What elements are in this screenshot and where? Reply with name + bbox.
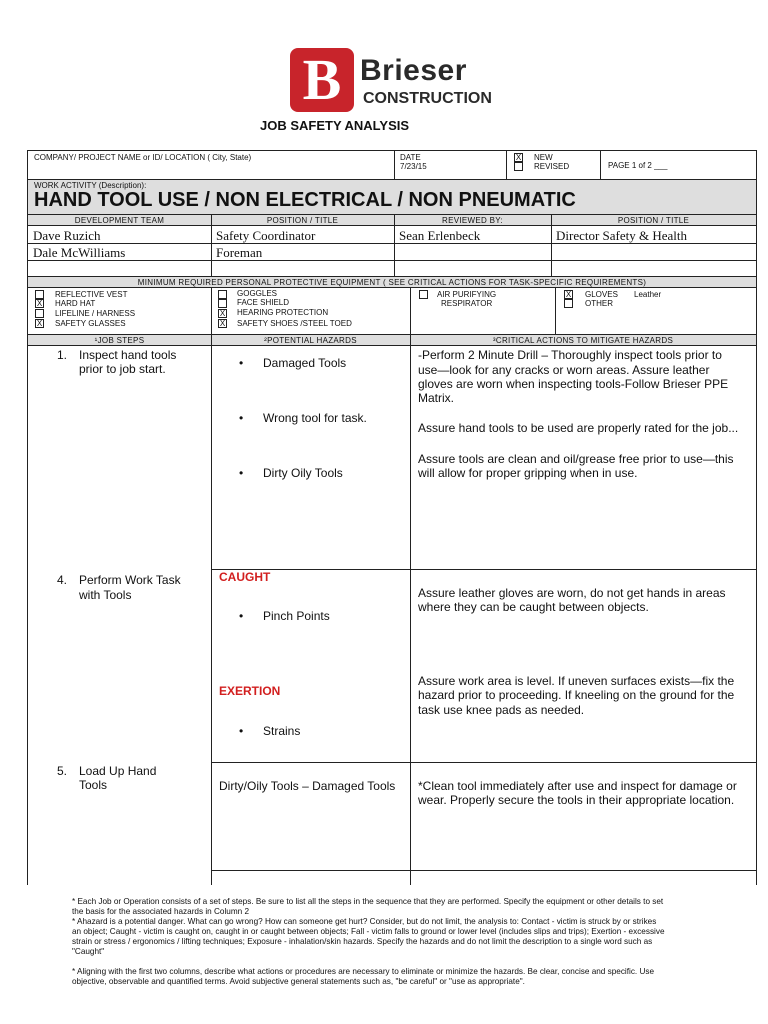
hazard-item: Dirty/Oily Tools – Damaged Tools xyxy=(219,779,396,793)
ppe-label: REFLECTIVE VEST xyxy=(55,290,128,299)
ppe-checkbox-hearing[interactable]: X xyxy=(219,309,226,318)
hazard-category-exertion: EXERTION xyxy=(219,684,281,698)
hazard-item: • Dirty Oily Tools xyxy=(263,466,343,481)
step-text-line: prior to job start. xyxy=(79,362,166,376)
divider xyxy=(410,288,411,334)
action-line: will allow for proper gripping when in use. xyxy=(418,466,638,480)
ppe-checkbox-respirator[interactable] xyxy=(419,290,428,299)
hazard-item: • Damaged Tools xyxy=(263,356,346,371)
document-title: JOB SAFETY ANALYSIS xyxy=(260,118,410,133)
action-line: gloves are worn when inspecting tools-Follow Brieser PPE xyxy=(418,377,729,391)
footnote-line: * Each Job or Operation consists of a set of steps. Be sure to list all the steps in the sequence that they are performed. Specify the equipment or other details to set xyxy=(72,897,664,906)
ppe-checkbox-hard-hat[interactable]: X xyxy=(36,299,43,308)
work-activity-label: WORK ACTIVITY (Description): xyxy=(34,181,147,190)
date-label: DATE xyxy=(400,153,421,162)
ppe-checkbox-reflective-vest[interactable] xyxy=(35,290,44,299)
page-indicator: PAGE 1 of 2 ___ xyxy=(608,161,668,170)
divider xyxy=(27,287,756,288)
hazard-category-caught: CAUGHT xyxy=(219,570,271,584)
ppe-checkbox-goggles[interactable] xyxy=(218,290,227,299)
action-line: use—look for any cracks or worn areas. Assure leather xyxy=(418,363,710,377)
footnote-line: strain or stress / ergonomics / lifting techniques; Exposure - inhalation/skin hazards. Specify the hazards and do not limit the description to a single word such as xyxy=(72,937,653,946)
team-member: Dale McWilliams xyxy=(33,245,126,260)
ppe-header: MINIMUM REQUIRED PERSONAL PROTECTIVE EQUIPMENT ( SEE CRITICAL ACTIONS FOR TASK-SPECIFIC REQUIREMENTS) xyxy=(137,278,647,287)
footnote-3 xyxy=(72,967,732,987)
company-division: CONSTRUCTION xyxy=(363,90,492,107)
divider xyxy=(27,260,756,261)
revised-label: REVISED xyxy=(534,162,570,171)
divider xyxy=(410,335,411,885)
footnote-line: "Caught" xyxy=(72,947,105,956)
divider xyxy=(211,762,756,763)
ppe-checkbox-lifeline[interactable] xyxy=(35,309,44,318)
ppe-label: OTHER xyxy=(585,299,613,308)
divider xyxy=(211,335,212,885)
team-header-reviewed: REVIEWED BY: xyxy=(442,216,503,225)
ppe-checkbox-gloves[interactable]: X xyxy=(565,290,572,299)
ppe-label: GLOVES xyxy=(585,290,618,299)
new-checkbox[interactable]: X xyxy=(515,153,522,162)
team-header-dev: DEVELOPMENT TEAM xyxy=(74,216,165,225)
step-text-line: Load Up Hand xyxy=(79,764,157,778)
company-name: Brieser xyxy=(360,54,467,87)
divider xyxy=(211,288,212,334)
divider xyxy=(394,215,395,276)
divider xyxy=(600,150,601,179)
step-text-line: with Tools xyxy=(79,588,132,602)
hazard-item: • Pinch Points xyxy=(263,609,330,624)
revised-checkbox[interactable] xyxy=(514,162,523,171)
ppe-label: FACE SHIELD xyxy=(237,298,290,307)
action-line: *Clean tool immediately after use and inspect for damage or xyxy=(418,779,737,793)
team-member: Dave Ruzich xyxy=(33,228,101,243)
hazard-item: • Wrong tool for task. xyxy=(263,411,367,426)
ppe-label: SAFETY SHOES /STEEL TOED xyxy=(237,319,352,328)
footnote-2 xyxy=(72,917,732,957)
work-activity-title: HAND TOOL USE / NON ELECTRICAL / NON PNEUMATIC xyxy=(34,189,576,211)
footnote-1 xyxy=(72,897,732,917)
ppe-checkbox-safety-shoes[interactable]: X xyxy=(219,319,226,328)
header-actions: ³CRITICAL ACTIONS TO MITIGATE HAZARDS xyxy=(492,336,674,345)
action-line: Assure tools are clean and oil/grease free prior to use—this xyxy=(418,452,734,466)
ppe-label: LIFELINE / HARNESS xyxy=(55,309,136,318)
divider xyxy=(211,569,756,570)
new-label: NEW xyxy=(534,153,553,162)
step-number: 4. xyxy=(57,573,68,587)
ppe-label: RESPIRATOR xyxy=(441,299,493,308)
footnote-line: objective, observable and quantified terms. Avoid subjective general statements such as, "be careful" or "use as appropriate". xyxy=(72,977,525,986)
divider xyxy=(211,215,212,276)
divider xyxy=(27,225,756,226)
footnote-line: * Aligning with the first two columns, describe what actions or procedures are necessary to eliminate or minimize the hazards. Be clear, concise and specific. Use xyxy=(72,967,655,976)
logo-letter: B xyxy=(302,47,342,112)
team-position: Foreman xyxy=(216,245,263,260)
brieser-logo xyxy=(290,48,354,112)
divider xyxy=(27,345,756,346)
ppe-checkbox-safety-glasses[interactable]: X xyxy=(36,319,43,328)
team-header-position2: POSITION / TITLE xyxy=(617,216,690,225)
step-number: 1. xyxy=(57,348,68,362)
action-line: Assure hand tools to be used are properly rated for the job... xyxy=(418,421,739,435)
action-line: Matrix. xyxy=(418,391,454,405)
action-line: Assure leather gloves are worn, do not get hands in areas xyxy=(418,586,726,600)
ppe-label: SAFETY GLASSES xyxy=(55,319,126,328)
company-label: COMPANY/ PROJECT NAME or ID/ LOCATION ( City, State) xyxy=(34,153,252,162)
divider xyxy=(506,150,507,179)
ppe-note: Leather xyxy=(634,290,662,299)
step-text-line: Perform Work Task xyxy=(79,573,181,587)
ppe-label: GOGGLES xyxy=(237,289,278,298)
action-line: where they can be caught between objects. xyxy=(418,600,649,614)
header-hazards: ²POTENTIAL HAZARDS xyxy=(264,336,357,345)
divider xyxy=(551,215,552,276)
divider xyxy=(27,243,756,244)
footnote-line: * Ahazard is a potential danger. What can go wrong? How can someone get hurt? Consider, but do not limit, the analysis to: Contact - victim is struck by or strikes xyxy=(72,917,657,926)
ppe-label: HARD HAT xyxy=(55,299,96,308)
team-position: Safety Coordinator xyxy=(216,228,316,243)
ppe-label: HEARING PROTECTION xyxy=(237,308,329,317)
footnote-line: an object; Caught - victim is caught on, caught in or caught between objects; Fall - victim falls to ground or lower level (includes slips and trips); Exertion - excessive xyxy=(72,927,665,936)
frame-right xyxy=(756,150,757,885)
header-job-steps: ¹JOB STEPS xyxy=(94,336,145,345)
action-line: hazard prior to proceeding. If kneeling on the ground for the xyxy=(418,688,735,702)
step-text-line: Tools xyxy=(79,778,108,792)
frame-top xyxy=(27,150,756,151)
reviewer-position: Director Safety & Health xyxy=(556,228,688,243)
action-line: -Perform 2 Minute Drill – Thoroughly inspect tools prior to xyxy=(418,348,722,362)
reviewer-name: Sean Erlenbeck xyxy=(399,228,481,243)
divider xyxy=(555,288,556,334)
ppe-label: AIR PURIFYING xyxy=(437,290,497,299)
ppe-checkbox-face-shield[interactable] xyxy=(218,299,227,308)
step-text-line: Inspect hand tools xyxy=(79,348,177,362)
action-line: task use knee pads as needed. xyxy=(418,703,585,717)
date-value: 7/23/15 xyxy=(400,162,427,171)
action-line: wear. Properly secure the tools in their appropriate location. xyxy=(418,793,735,807)
footnote-line: the basis for the associated hazards in Column 2 xyxy=(72,907,250,916)
action-line: Assure work area is level. If uneven surfaces exists—fix the xyxy=(418,674,735,688)
team-header-position: POSITION / TITLE xyxy=(266,216,339,225)
divider xyxy=(394,150,395,179)
divider xyxy=(211,870,756,871)
ppe-checkbox-other[interactable] xyxy=(564,299,573,308)
hazard-item: • Strains xyxy=(263,724,300,739)
step-number: 5. xyxy=(57,764,68,778)
